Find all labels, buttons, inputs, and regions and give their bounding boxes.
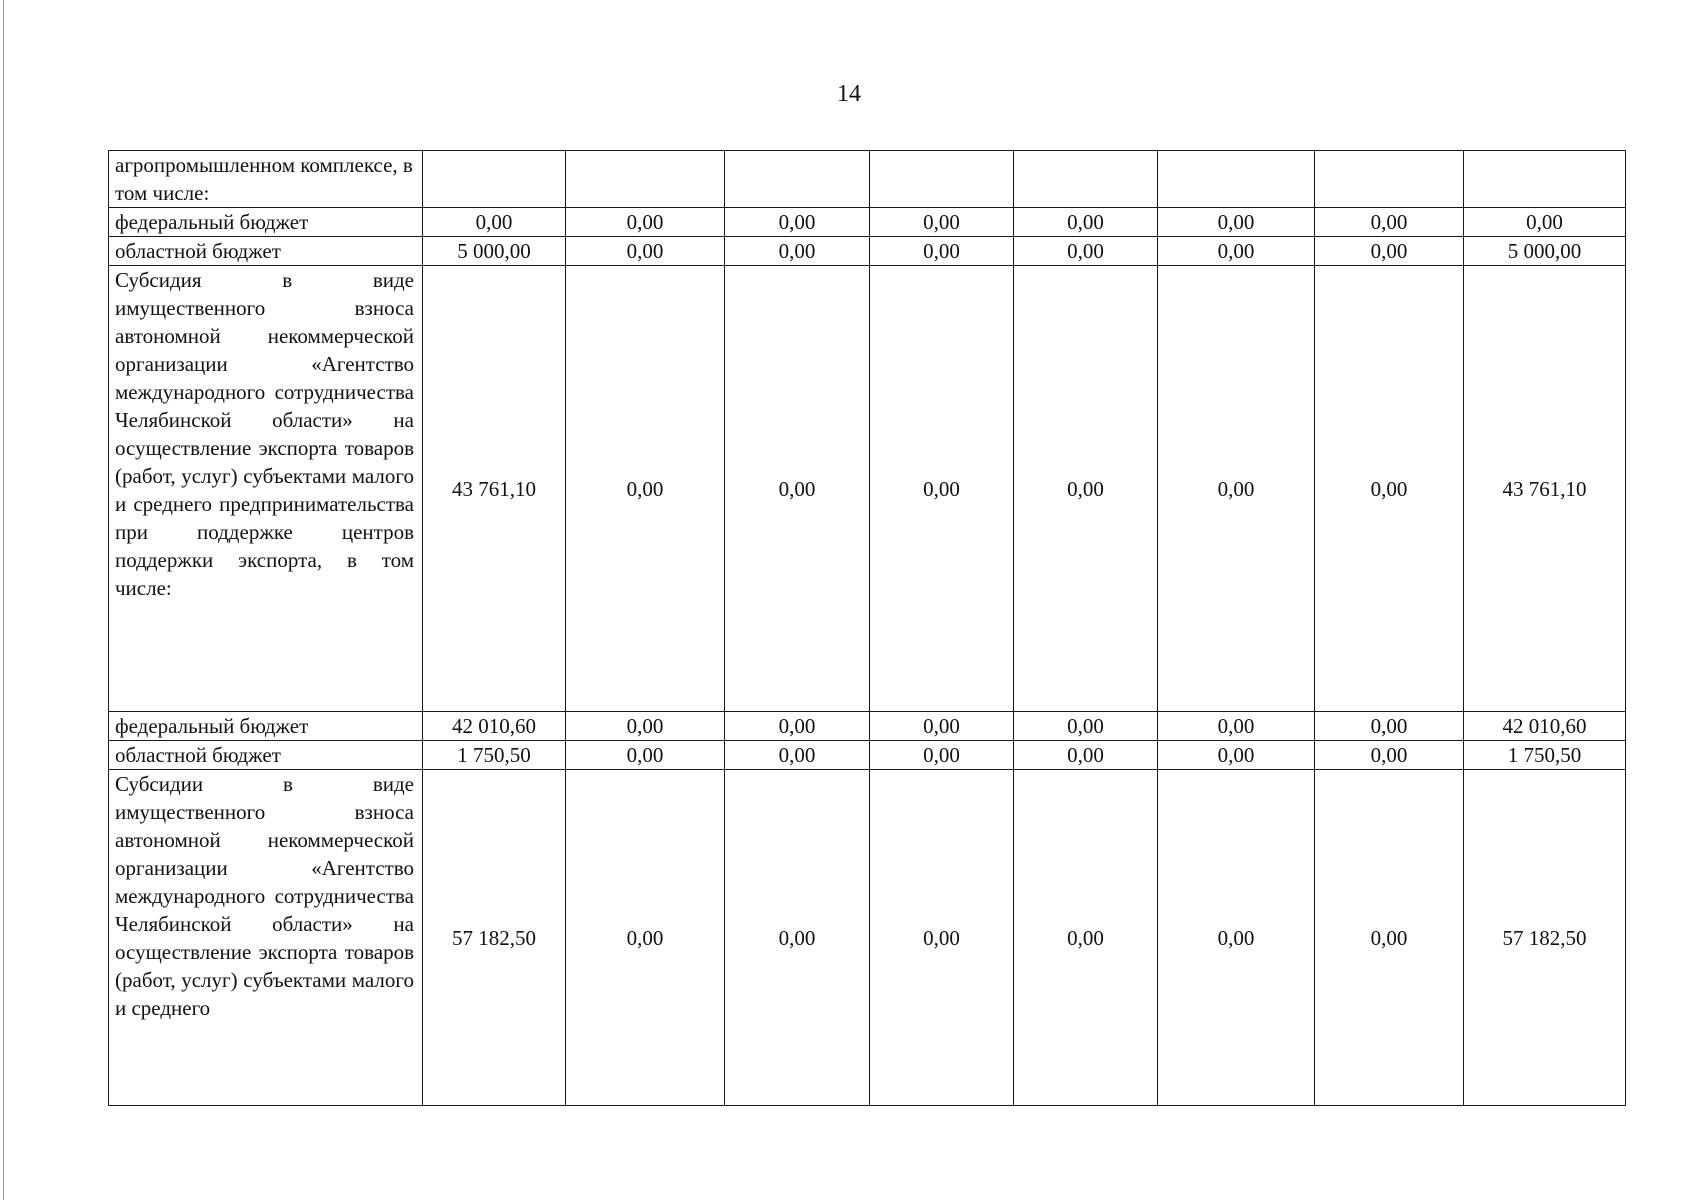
row-label	[109, 266, 423, 712]
value-cell: 0,00	[1158, 266, 1315, 712]
value-cell: 0,00	[1315, 770, 1464, 1106]
row-label: федеральный бюджет	[109, 712, 423, 741]
table-row	[109, 237, 1626, 266]
value-cell: 0,00	[1315, 266, 1464, 712]
value-cell: 0,00	[725, 770, 870, 1106]
value-cell: 0,00	[1315, 208, 1464, 237]
value-cell: 0,00	[1158, 208, 1315, 237]
row-label: агропромышленном комплексе, в том числе:	[109, 151, 423, 208]
value-cell	[870, 151, 1014, 208]
value-cell: 57 182,50	[423, 770, 566, 1106]
table-row	[109, 770, 1626, 1106]
value-cell: 0,00	[1014, 208, 1158, 237]
table-row	[109, 151, 1626, 208]
value-cell: 0,00	[725, 712, 870, 741]
value-cell: 0,00	[1315, 237, 1464, 266]
value-cell: 0,00	[1158, 741, 1315, 770]
value-cell: 0,00	[1315, 741, 1464, 770]
value-cell: 0,00	[870, 770, 1014, 1106]
value-cell: 1 750,50	[1464, 741, 1626, 770]
value-cell: 5 000,00	[1464, 237, 1626, 266]
value-cell	[1014, 151, 1158, 208]
row-label	[109, 770, 423, 1106]
value-cell: 0,00	[870, 208, 1014, 237]
value-cell: 0,00	[1014, 712, 1158, 741]
value-cell: 0,00	[1014, 237, 1158, 266]
value-cell: 0,00	[725, 208, 870, 237]
value-cell	[1464, 151, 1626, 208]
table-row	[109, 741, 1626, 770]
row-description: Субсидия в виде имущественного взноса автономной некоммерческой организации «Агентство международного сотрудничества Челябинской области» на осуществление экспорта товаров (работ, услуг) субъектами малого и среднего предпринимательства при поддержке центров поддержки экспорта, в том числе:	[115, 268, 414, 600]
value-cell: 0,00	[566, 266, 725, 712]
value-cell: 0,00	[1315, 712, 1464, 741]
budget-table	[108, 150, 1626, 1106]
value-cell: 0,00	[1158, 770, 1315, 1106]
value-cell: 0,00	[1014, 266, 1158, 712]
value-cell: 0,00	[725, 266, 870, 712]
value-cell: 0,00	[1158, 237, 1315, 266]
page-number: 14	[837, 81, 861, 107]
row-description: Субсидии в виде имущественного взноса автономной некоммерческой организации «Агентство международного сотрудничества Челябинской области» на осуществление экспорта товаров (работ, услуг) субъектами малого и среднего	[115, 772, 414, 1020]
value-cell: 0,00	[1464, 208, 1626, 237]
value-cell: 0,00	[725, 741, 870, 770]
value-cell: 0,00	[566, 712, 725, 741]
value-cell: 0,00	[1014, 741, 1158, 770]
value-cell: 1 750,50	[423, 741, 566, 770]
value-cell: 0,00	[725, 237, 870, 266]
value-cell: 0,00	[423, 208, 566, 237]
value-cell: 0,00	[1014, 770, 1158, 1106]
value-cell: 42 010,60	[423, 712, 566, 741]
value-cell: 43 761,10	[423, 266, 566, 712]
table-row	[109, 266, 1626, 712]
value-cell: 0,00	[566, 237, 725, 266]
value-cell	[423, 151, 566, 208]
value-cell: 0,00	[870, 237, 1014, 266]
scan-edge-line	[3, 0, 4, 1200]
value-cell: 0,00	[870, 741, 1014, 770]
value-cell	[1315, 151, 1464, 208]
value-cell: 0,00	[870, 266, 1014, 712]
table-row	[109, 208, 1626, 237]
value-cell: 0,00	[870, 712, 1014, 741]
value-cell: 43 761,10	[1464, 266, 1626, 712]
value-cell: 0,00	[566, 741, 725, 770]
row-label: федеральный бюджет	[109, 208, 423, 237]
value-cell	[725, 151, 870, 208]
row-label: областной бюджет	[109, 237, 423, 266]
row-label: областной бюджет	[109, 741, 423, 770]
value-cell: 0,00	[566, 208, 725, 237]
value-cell: 42 010,60	[1464, 712, 1626, 741]
value-cell	[1158, 151, 1315, 208]
value-cell: 5 000,00	[423, 237, 566, 266]
value-cell: 0,00	[566, 770, 725, 1106]
value-cell	[566, 151, 725, 208]
table-row	[109, 712, 1626, 741]
value-cell: 0,00	[1158, 712, 1315, 741]
value-cell: 57 182,50	[1464, 770, 1626, 1106]
